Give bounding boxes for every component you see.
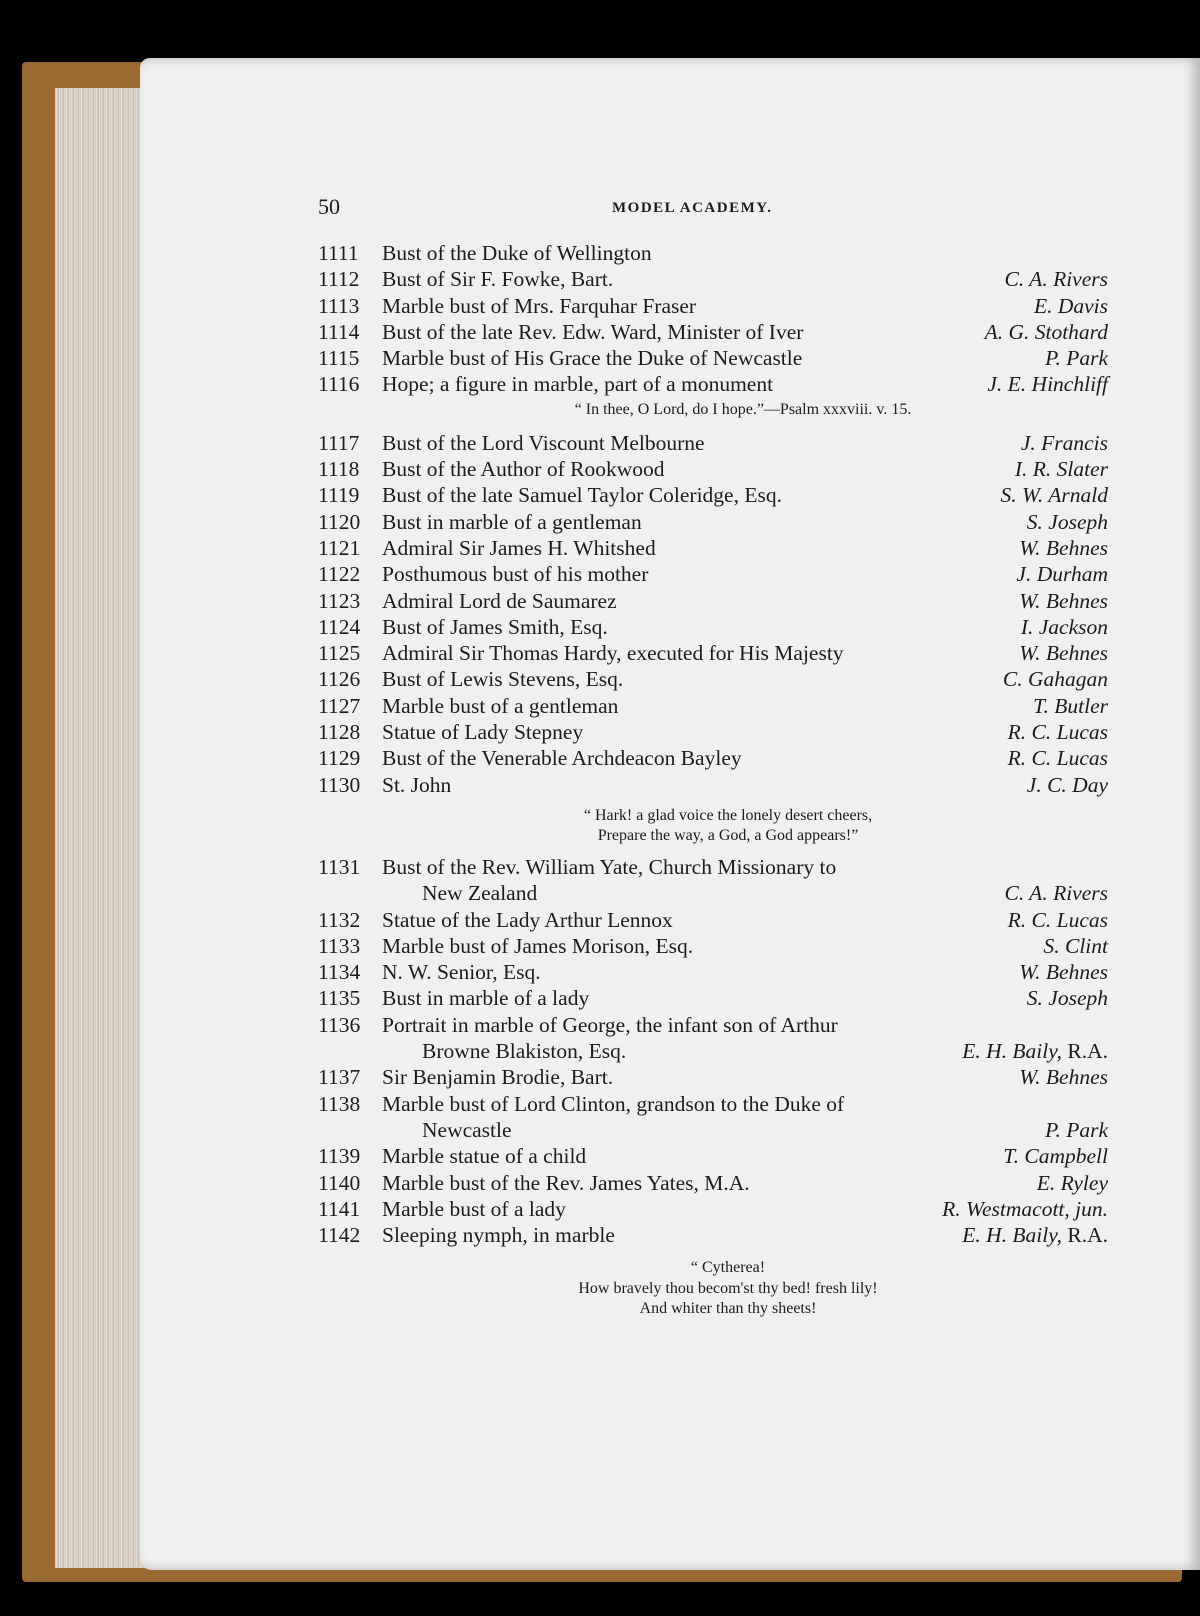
entry-title: Marble bust of James Morison, Esq. <box>382 933 694 958</box>
catalogue-entry-continuation <box>318 1038 1108 1064</box>
entry-artist: C. A. Rivers <box>1004 881 1108 906</box>
catalogue-entry <box>318 745 1108 771</box>
entry-title: Bust of the Duke of Wellington <box>382 241 652 265</box>
entry-title: Marble statue of a child <box>382 1144 587 1169</box>
entry-artist: P. Park <box>1045 346 1108 371</box>
entry-title: Marble bust of a lady <box>382 1196 566 1221</box>
entry-number: 1118 <box>318 457 360 482</box>
entry-number: 1130 <box>318 772 361 797</box>
entry-artist: J. Durham <box>1016 562 1108 587</box>
entry-title: Bust of the Author of Rookwood <box>382 457 665 482</box>
entry-artist: P. Park <box>1045 1117 1108 1142</box>
entry-number: 1136 <box>318 1012 361 1037</box>
entry-number: 1117 <box>318 430 360 455</box>
entry-title: Sleeping nymph, in marble <box>382 1223 615 1248</box>
entry-title: Statue of the Lady Arthur Lennox <box>382 907 673 932</box>
catalogue-entry <box>318 240 1108 266</box>
entry-number: 1134 <box>318 960 361 985</box>
entry-title: Marble bust of His Grace the Duke of Newcastle <box>382 346 803 371</box>
entry-artist: R. C. Lucas <box>1007 907 1108 932</box>
entry-number: 1128 <box>318 720 361 745</box>
page-header <box>318 194 1108 224</box>
entry-title: Bust of the Rev. William Yate, Church Missionary to <box>382 854 837 879</box>
entry-title-continuation: New Zealand <box>422 881 538 906</box>
entry-number: 1142 <box>318 1223 361 1248</box>
entry-title: Statue of Lady Stepney <box>382 720 584 745</box>
catalogue-entry <box>318 319 1108 345</box>
entry-artist: R. Westmacott, jun. <box>942 1196 1108 1221</box>
catalogue-entry <box>318 640 1108 666</box>
page-text <box>318 194 1108 1320</box>
entry-title: Marble bust of Mrs. Farquhar Fraser <box>382 293 697 318</box>
catalogue-entry <box>318 345 1108 371</box>
entry-title: Bust of Lewis Stevens, Esq. <box>382 667 624 692</box>
catalogue-entry <box>318 614 1108 640</box>
catalogue-entry <box>318 933 1108 959</box>
entry-number: 1122 <box>318 562 361 587</box>
catalogue-entry <box>318 907 1108 933</box>
entry-artist: C. A. Rivers <box>1004 267 1108 292</box>
catalogue-entry <box>318 1222 1108 1248</box>
epigraph-quote: “ In thee, O Lord, do I hope.”—Psalm xxxviii. v. 15. <box>574 400 912 418</box>
entry-title: Admiral Sir Thomas Hardy, executed for His Majesty <box>382 641 844 666</box>
entry-number: 1112 <box>318 267 360 292</box>
entry-title: Portrait in marble of George, the infant son of Arthur <box>382 1012 838 1037</box>
entry-title: Marble bust of the Rev. James Yates, M.A. <box>382 1170 750 1195</box>
catalogue-entry <box>318 456 1108 482</box>
entry-title: Marble bust of Lord Clinton, grandson to the Duke of <box>382 1091 845 1116</box>
entry-artist: W. Behnes <box>1019 1065 1108 1090</box>
entry-title: Bust in marble of a lady <box>382 986 590 1011</box>
entry-artist: C. Gahagan <box>1002 667 1108 692</box>
catalogue-entries <box>318 240 1108 1320</box>
entry-title-continuation: Browne Blakiston, Esq. <box>422 1039 627 1064</box>
entry-number: 1114 <box>318 319 360 344</box>
entry-artist: W. Behnes <box>1019 960 1108 985</box>
entry-artist: A. G. Stothard <box>984 319 1108 344</box>
entry-artist: S. Joseph <box>1026 509 1108 534</box>
catalogue-entry-continuation <box>318 1117 1108 1143</box>
entry-artist: T. Butler <box>1033 693 1108 718</box>
entry-number: 1131 <box>318 854 361 879</box>
entry-number: 1126 <box>318 667 361 692</box>
entry-number: 1111 <box>318 241 359 265</box>
entry-title: N. W. Senior, Esq. <box>382 960 541 985</box>
entry-artist: E. H. Baily, <box>962 1223 1062 1248</box>
entry-number: 1139 <box>318 1144 361 1169</box>
quote-line: How bravely thou becom'st thy bed! fresh lily! <box>578 1279 878 1297</box>
catalogue-entry <box>318 854 1108 880</box>
catalogue-entry <box>318 430 1108 456</box>
entry-artist: I. Jackson <box>1020 614 1108 639</box>
catalogue-entry <box>318 509 1108 535</box>
entry-title: Bust of the Lord Viscount Melbourne <box>382 430 705 455</box>
entry-number: 1119 <box>318 483 360 508</box>
entry-title: Bust of the Venerable Archdeacon Bayley <box>382 746 742 771</box>
entry-artist: W. Behnes <box>1019 535 1108 560</box>
entry-number: 1116 <box>318 372 360 397</box>
entry-artist: E. H. Baily, <box>962 1039 1062 1064</box>
entry-title: Hope; a figure in marble, part of a monument <box>382 372 774 397</box>
entry-number: 1113 <box>318 293 360 318</box>
catalogue-entry <box>318 293 1108 319</box>
catalogue-entry <box>318 1064 1108 1090</box>
catalogue-entry <box>318 1196 1108 1222</box>
entry-artist: E. Davis <box>1033 293 1108 318</box>
running-title: MODEL ACADEMY. <box>612 200 773 216</box>
entry-number: 1135 <box>318 986 361 1011</box>
entry-number: 1127 <box>318 693 361 718</box>
entry-number: 1124 <box>318 614 361 639</box>
catalogue-entry <box>318 482 1108 508</box>
entry-title: Admiral Sir James H. Whitshed <box>382 535 656 560</box>
entry-title: Bust of the late Samuel Taylor Coleridge, Esq. <box>382 483 782 508</box>
catalogue-entry <box>318 719 1108 745</box>
catalogue-entry <box>318 1143 1108 1169</box>
entry-title: Bust in marble of a gentleman <box>382 509 642 534</box>
entry-number: 1138 <box>318 1091 361 1116</box>
entry-number: 1125 <box>318 641 361 666</box>
catalogue-entry <box>318 1170 1108 1196</box>
catalogue-entry-continuation <box>318 880 1108 906</box>
entry-artist: T. Campbell <box>1003 1144 1108 1169</box>
page-number: 50 <box>318 194 340 219</box>
catalogue-entry <box>318 266 1108 292</box>
entry-artist: I. R. Slater <box>1014 457 1108 482</box>
entry-number: 1137 <box>318 1065 361 1090</box>
epigraph-quote <box>318 1258 1108 1320</box>
entry-number: 1140 <box>318 1170 361 1195</box>
entry-title: Bust of the late Rev. Edw. Ward, Minister of Iver <box>382 319 804 344</box>
entry-number: 1120 <box>318 509 361 534</box>
entry-number: 1133 <box>318 933 361 958</box>
entry-title: St. John <box>382 772 452 797</box>
catalogue-entry <box>318 666 1108 692</box>
entry-number: 1132 <box>318 907 361 932</box>
entry-artist: S. Joseph <box>1026 986 1108 1011</box>
quote-line: “ Cytherea! <box>690 1259 766 1277</box>
entry-number: 1141 <box>318 1196 361 1221</box>
entry-artist: W. Behnes <box>1019 641 1108 666</box>
entry-number: 1115 <box>318 346 360 371</box>
catalogue-entry <box>318 693 1108 719</box>
entry-artist: R. C. Lucas <box>1007 720 1108 745</box>
entry-artist: J. Francis <box>1020 430 1108 455</box>
quote-line: And whiter than thy sheets! <box>639 1300 817 1318</box>
entry-artist: E. Ryley <box>1036 1170 1108 1195</box>
entry-artist: J. C. Day <box>1026 772 1108 797</box>
entry-artist-suffix: R.A. <box>1067 1039 1108 1064</box>
catalogue-entry <box>318 535 1108 561</box>
entry-artist-suffix: R.A. <box>1067 1223 1108 1248</box>
entry-title: Sir Benjamin Brodie, Bart. <box>382 1065 614 1090</box>
entry-title: Posthumous bust of his mother <box>382 562 649 587</box>
entry-title: Bust of Sir F. Fowke, Bart. <box>382 267 614 292</box>
entry-artist: J. E. Hinchliff <box>987 372 1108 397</box>
entry-title: Bust of James Smith, Esq. <box>382 614 608 639</box>
entry-number: 1121 <box>318 535 361 560</box>
entry-title-continuation: Newcastle <box>422 1117 512 1142</box>
catalogue-entry <box>318 1091 1108 1117</box>
entry-artist: R. C. Lucas <box>1007 746 1108 771</box>
catalogue-entry <box>318 772 1108 798</box>
entry-number: 1129 <box>318 746 361 771</box>
entry-title: Marble bust of a gentleman <box>382 693 619 718</box>
catalogue-entry <box>318 1012 1108 1038</box>
entry-artist: S. Clint <box>1043 933 1108 958</box>
entry-artist: S. W. Arnald <box>1000 483 1108 508</box>
catalogue-entry <box>318 985 1108 1011</box>
catalogue-entry <box>318 561 1108 587</box>
entry-artist: W. Behnes <box>1019 588 1108 613</box>
catalogue-entry <box>318 588 1108 614</box>
quote-line: “ Hark! a glad voice the lonely desert cheers, <box>583 806 873 824</box>
catalogue-entry <box>318 371 1108 397</box>
entry-number: 1123 <box>318 588 361 613</box>
entry-title: Admiral Lord de Saumarez <box>382 588 617 613</box>
quote-line: Prepare the way, a God, a God appears!” <box>597 826 859 844</box>
epigraph-quote <box>318 806 1108 846</box>
catalogue-entry <box>318 959 1108 985</box>
